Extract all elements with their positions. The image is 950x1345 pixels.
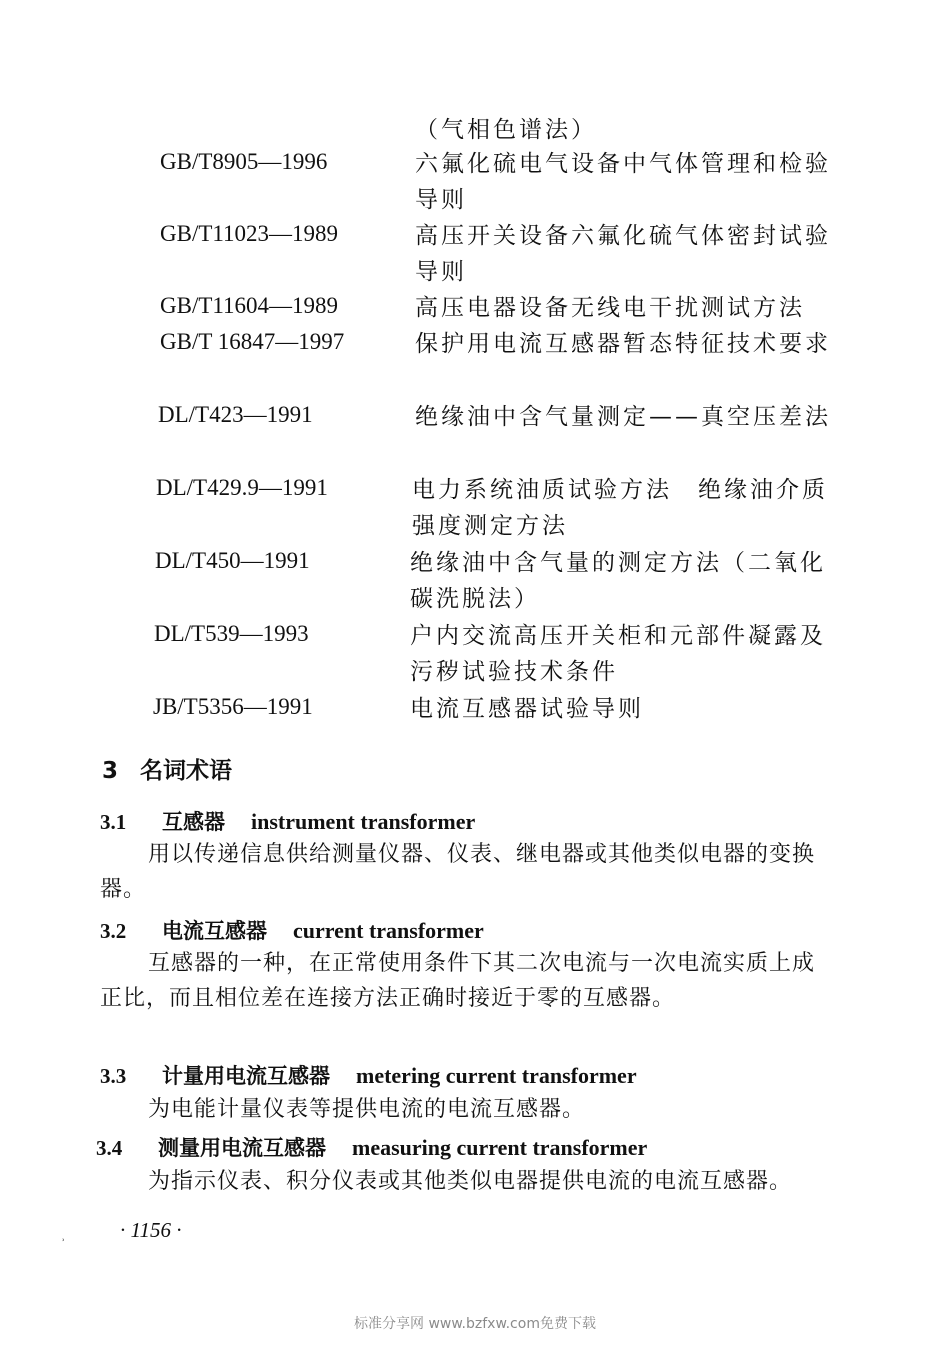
term-definition: 互感器的一种，在正常使用条件下其二次电流与一次电流实质上成正比，而且相位差在连接方法正确时接近于零的互感器。 — [100, 951, 816, 1011]
standard-code: DL/T423—1991 — [158, 402, 313, 427]
standard-title: 户内交流高压开关柜和元部件凝露及污秽试验技术条件 — [410, 623, 826, 685]
standard-title: 电流互感器试验导则 — [410, 696, 644, 722]
term-heading — [96, 1132, 647, 1162]
term-english: current transformer — [293, 918, 484, 943]
standard-title: 高压开关设备六氟化硫气体密封试验导则 — [415, 223, 831, 285]
term-heading — [100, 915, 484, 945]
term-number: 3.1 — [100, 810, 127, 834]
term-number: 3.3 — [100, 1064, 127, 1088]
standard-code: DL/T429.9—1991 — [156, 475, 328, 500]
term-heading — [100, 806, 475, 836]
watermark: 标准分享网 www.bzfxw.com免费下载 — [354, 1316, 596, 1332]
standard-code: DL/T539—1993 — [154, 621, 309, 646]
standard-title: 保护用电流互感器暂态特征技术要求 — [415, 331, 831, 357]
term-number: 3.2 — [100, 919, 127, 943]
term-chinese: 电流互感器 — [162, 919, 267, 943]
standard-title: 电力系统油质试验方法 绝缘油介质强度测定方法 — [412, 477, 828, 539]
standard-code: GB/T8905—1996 — [160, 149, 328, 174]
standard-title: （气相色谱法） — [415, 117, 597, 143]
term-number: 3.4 — [96, 1136, 123, 1160]
margin-mark: ʾ — [62, 1238, 66, 1249]
standard-code: DL/T450—1991 — [155, 548, 310, 573]
term-chinese: 计量用电流互感器 — [162, 1064, 330, 1088]
page-number: · 1156 · — [120, 1218, 182, 1242]
standard-code: GB/T11023—1989 — [160, 221, 339, 246]
term-chinese: 互感器 — [162, 810, 225, 834]
section-title: 名词术语 — [140, 758, 233, 784]
term-heading — [100, 1060, 637, 1090]
term-definition: 为电能计量仪表等提供电流的电流互感器。 — [148, 1097, 586, 1122]
standard-title: 高压电器设备无线电干扰测试方法 — [415, 295, 805, 321]
standard-code: GB/T11604—1989 — [160, 293, 339, 318]
term-definition: 用以传递信息供给测量仪器、仪表、继电器或其他类似电器的变换器。 — [100, 842, 816, 902]
term-definition: 为指示仪表、积分仪表或其他类似电器提供电流的电流互感器。 — [148, 1169, 793, 1194]
term-english: instrument transformer — [251, 809, 476, 834]
section-number: 3 — [102, 758, 119, 784]
term-english: measuring current transformer — [352, 1135, 648, 1160]
standard-title: 绝缘油中含气量的测定方法（二氧化碳洗脱法） — [410, 550, 826, 612]
standard-title: 六氟化硫电气设备中气体管理和检验导则 — [415, 151, 831, 213]
term-english: metering current transformer — [356, 1063, 637, 1088]
standard-title: 绝缘油中含气量测定——真空压差法 — [415, 404, 831, 430]
standard-code: JB/T5356—1991 — [153, 694, 313, 719]
standard-code: GB/T 16847—1997 — [160, 329, 345, 354]
section-heading — [102, 752, 232, 785]
term-chinese: 测量用电流互感器 — [158, 1136, 326, 1160]
